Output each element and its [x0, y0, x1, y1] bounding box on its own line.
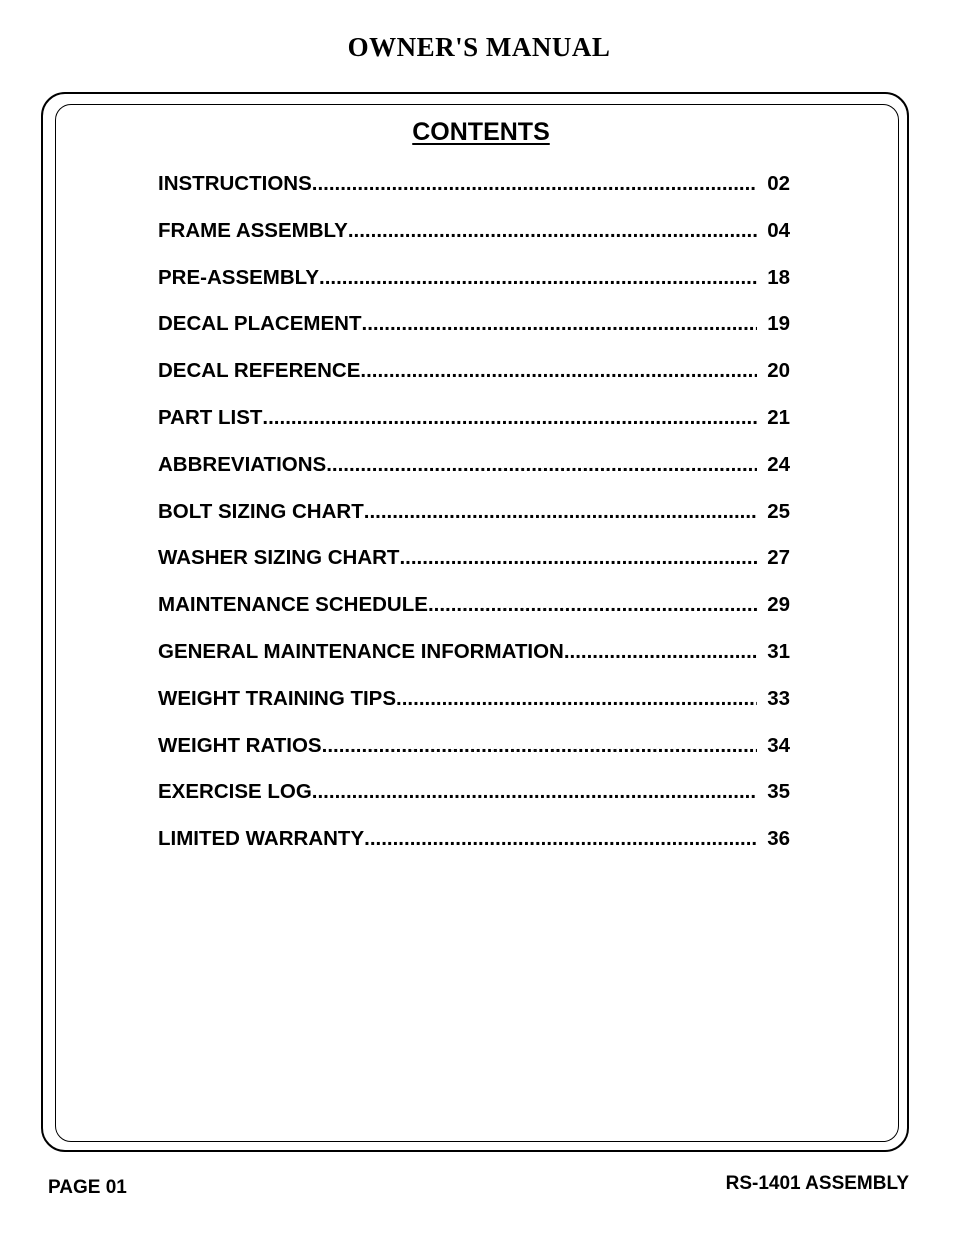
toc-entry-bolt-sizing-chart — [158, 500, 790, 547]
toc-entry-pre-assembly — [158, 266, 790, 313]
toc-entry-frame-assembly — [158, 219, 790, 266]
toc-entry-page: 20 — [767, 359, 790, 383]
toc-entry-page: 29 — [767, 593, 790, 617]
dot-leader — [319, 266, 757, 290]
toc-entry-label: FRAME ASSEMBLY — [158, 218, 348, 242]
toc-entry-page: 02 — [767, 172, 790, 195]
dot-leader — [364, 827, 757, 851]
manual-title: OWNER'S MANUAL — [347, 32, 611, 62]
toc-entry-label: INSTRUCTIONS — [158, 172, 312, 195]
dot-leader — [322, 734, 757, 758]
toc-entry-label: DECAL PLACEMENT — [158, 312, 362, 336]
toc-entry-weight-ratios — [158, 734, 790, 781]
toc-entry-page: 25 — [767, 499, 790, 523]
toc-entry-label: PRE-ASSEMBLY — [158, 265, 319, 289]
dot-leader — [428, 593, 757, 617]
dot-leader — [312, 172, 757, 196]
toc-entry-label: GENERAL MAINTENANCE INFORMATION — [158, 639, 564, 663]
toc-entry-washer-sizing-chart — [158, 546, 790, 593]
toc-entry-page: 27 — [767, 546, 790, 570]
toc-entry-weight-training-tips — [158, 687, 790, 734]
dot-leader — [399, 546, 757, 570]
dot-leader — [362, 312, 758, 336]
toc-entry-label: EXERCISE LOG — [158, 780, 312, 804]
toc-entry-limited-warranty — [158, 827, 790, 874]
toc-entry-page: 21 — [767, 405, 790, 429]
toc-entry-page: 36 — [767, 827, 790, 851]
toc-entry-decal-placement — [158, 312, 790, 359]
dot-leader — [348, 219, 757, 243]
toc-entry-page: 18 — [767, 265, 790, 289]
toc-entry-label: BOLT SIZING CHART — [158, 499, 364, 523]
dot-leader — [564, 640, 757, 664]
toc-entry-decal-reference — [158, 359, 790, 406]
toc-entry-instructions — [158, 172, 790, 219]
toc-entry-label: WEIGHT TRAINING TIPS — [158, 686, 397, 710]
toc-entry-abbreviations — [158, 453, 790, 500]
toc-entry-label: PART LIST — [158, 405, 263, 429]
dot-leader — [326, 453, 757, 477]
toc-entry-maintenance-schedule — [158, 593, 790, 640]
dot-leader — [262, 406, 757, 430]
contents-heading: CONTENTS — [412, 118, 550, 146]
toc-entry-label: ABBREVIATIONS — [158, 452, 327, 476]
toc-entry-page: 31 — [767, 639, 790, 663]
document-name: RS-1401 ASSEMBLY — [725, 1173, 909, 1194]
toc-entry-label: LIMITED WARRANTY — [158, 827, 365, 851]
toc-entry-page: 35 — [767, 780, 790, 804]
toc-entry-page: 34 — [767, 733, 790, 757]
toc-entry-label: MAINTENANCE SCHEDULE — [158, 593, 428, 617]
toc-entry-part-list — [158, 406, 790, 453]
toc-entry-page: 24 — [767, 452, 790, 476]
page-number: PAGE 01 — [48, 1177, 127, 1198]
toc-entry-label: WASHER SIZING CHART — [158, 546, 400, 570]
dot-leader — [396, 687, 757, 711]
toc-entry-label: DECAL REFERENCE — [158, 359, 361, 383]
toc-entry-general-maintenance-information — [158, 640, 790, 687]
toc-entry-page: 19 — [767, 312, 790, 336]
toc-entry-exercise-log — [158, 780, 790, 827]
toc-entry-page: 04 — [767, 218, 790, 242]
table-of-contents — [158, 172, 790, 874]
toc-entry-label: WEIGHT RATIOS — [158, 733, 322, 757]
dot-leader — [364, 500, 757, 524]
toc-entry-page: 33 — [767, 686, 790, 710]
dot-leader — [360, 359, 757, 383]
dot-leader — [312, 780, 757, 804]
